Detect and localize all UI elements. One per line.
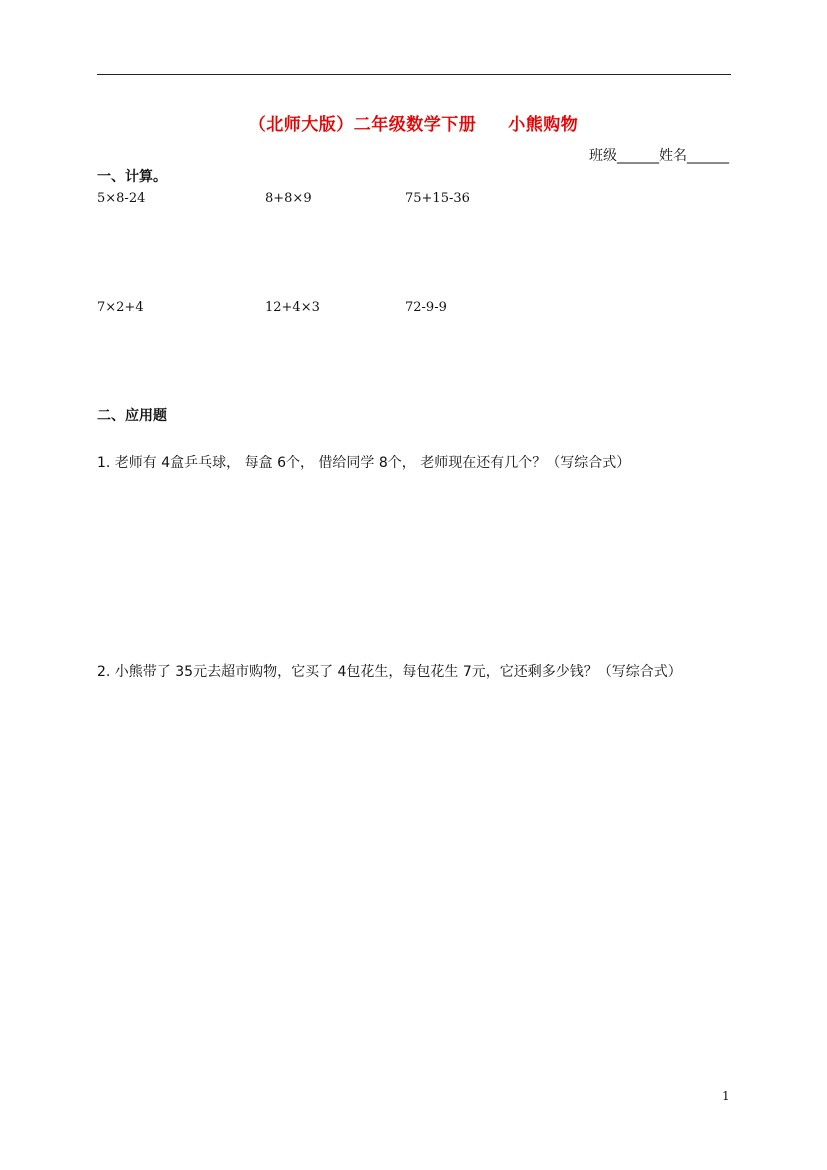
section-heading-applied: 二、应用题	[97, 408, 167, 424]
class-name-line: 班级______姓名______	[589, 148, 729, 164]
calc-item: 5×8-24	[97, 191, 146, 206]
page-title: （北师大版）二年级数学下册 小熊购物	[248, 115, 579, 135]
word-problem: 2. 小熊带了 35元去超市购物，它买了 4包花生，每包花生 7元，它还剩多少钱？（写综合式）	[97, 664, 682, 680]
calc-item: 75+15-36	[405, 191, 470, 206]
calc-item: 72-9-9	[405, 300, 447, 315]
section-heading-calc: 一、计算。	[97, 169, 167, 185]
page-number: 1	[722, 1089, 730, 1103]
calc-item: 7×2+4	[97, 300, 144, 315]
header-rule	[97, 74, 731, 75]
word-problem: 1. 老师有 4盒乒乓球， 每盒 6个， 借给同学 8个， 老师现在还有几个？（写综合式）	[97, 455, 631, 471]
calc-item: 12+4×3	[265, 300, 320, 315]
calc-item: 8+8×9	[265, 191, 312, 206]
